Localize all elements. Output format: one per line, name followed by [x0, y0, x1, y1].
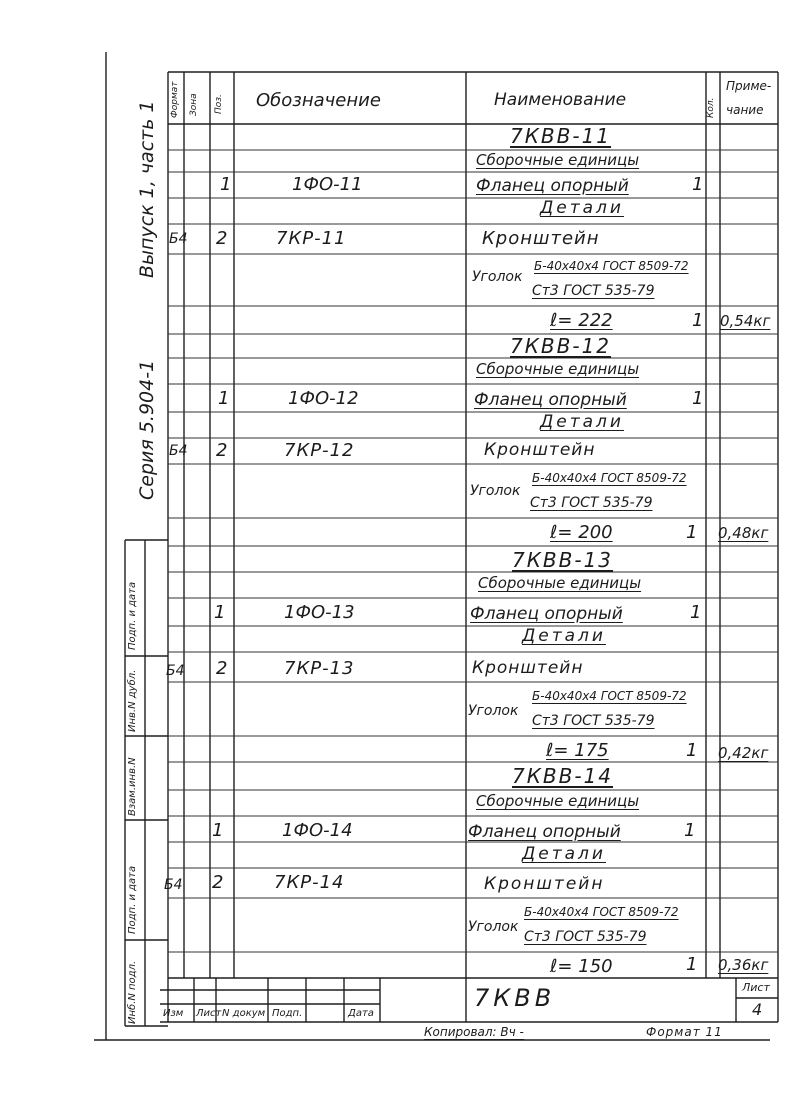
note-cell: 0,54кг — [720, 312, 771, 330]
stamp-podp-data-1: Подп. и дата — [127, 865, 138, 934]
note-cell: 0,36кг — [718, 956, 769, 974]
length-cell: ℓ= 175 — [546, 740, 609, 761]
header-primechanie-1: Приме- — [726, 79, 772, 93]
qty-cell: 1 — [692, 310, 704, 331]
item-spec: Б-40x40x4 ГОСТ 8509-72 — [532, 689, 687, 703]
designation-cell: 1ФО-14 — [282, 820, 353, 841]
item-name: Фланец опорный — [474, 390, 627, 410]
header-oboznachenie: Обозначение — [256, 90, 381, 111]
item-spec-material: Ст3 ГОСТ 535-79 — [532, 713, 655, 729]
stamp-inv-podl: Инб.N подл. — [127, 960, 138, 1024]
item-spec: Б-40x40x4 ГОСТ 8509-72 — [524, 905, 679, 919]
document-designation: 7КВВ — [474, 984, 556, 1012]
subsection-label: Сборочные единицы — [478, 574, 642, 592]
designation-cell: 7КР-14 — [274, 872, 345, 893]
item-spec-material: Ст3 ГОСТ 535-79 — [532, 283, 655, 299]
item-name: Фланец опорный — [470, 604, 623, 624]
item-spec: Б-40x40x4 ГОСТ 8509-72 — [532, 471, 687, 485]
note-cell: 0,42кг — [718, 744, 769, 762]
section-title: 7КВВ-13 — [512, 548, 614, 572]
poz-cell: 1 — [220, 174, 232, 195]
format-cell: Б4 — [169, 231, 188, 247]
header-primechanie-2: чание — [726, 103, 764, 117]
poz-cell: 2 — [212, 872, 224, 893]
length-cell: ℓ= 222 — [550, 310, 613, 331]
col-data: Дата — [348, 1008, 374, 1019]
item-name: Фланец опорный — [468, 822, 621, 842]
length-cell: ℓ= 200 — [550, 522, 613, 543]
item-name: Фланец опорный — [476, 176, 629, 196]
item-prefix: Уголок — [472, 269, 523, 285]
item-spec: Б-40x40x4 ГОСТ 8509-72 — [534, 259, 689, 273]
item-spec-material: Ст3 ГОСТ 535-79 — [530, 495, 653, 511]
poz-cell: 1 — [212, 820, 224, 841]
stamp-podp-data-2: Подп. и дата — [127, 581, 138, 650]
subsection-label: Детали — [540, 412, 624, 432]
poz-cell: 2 — [216, 228, 228, 249]
item-name: Кронштейн — [482, 228, 600, 249]
poz-cell: 1 — [214, 602, 226, 623]
designation-cell: 7КР-13 — [284, 658, 355, 679]
item-spec-material: Ст3 ГОСТ 535-79 — [524, 929, 647, 945]
col-izm: Изм — [163, 1008, 184, 1019]
col-ndokum: N докум — [222, 1008, 266, 1019]
stamp-inv-dubl: Инв.N дубл. — [127, 669, 138, 732]
subsection-label: Детали — [540, 198, 624, 218]
note-cell: 0,48кг — [718, 524, 769, 542]
header-poz: Поз. — [214, 94, 224, 114]
designation-cell: 7КР-12 — [284, 440, 355, 461]
section-title: 7КВВ-12 — [510, 334, 612, 358]
qty-cell: 1 — [686, 740, 698, 761]
item-prefix: Уголок — [468, 919, 519, 935]
item-name: Кронштейн — [472, 658, 584, 678]
poz-cell: 2 — [216, 440, 228, 461]
designation-cell: 1ФО-11 — [292, 174, 363, 195]
seriya-label: Серия 5.904-1 — [136, 359, 158, 500]
qty-cell: 1 — [692, 388, 704, 409]
poz-cell: 1 — [218, 388, 230, 409]
qty-cell: 1 — [684, 820, 696, 841]
length-cell: ℓ= 150 — [550, 956, 613, 977]
item-name: Кронштейн — [484, 440, 596, 460]
format-cell: Б4 — [169, 443, 188, 459]
poz-cell: 2 — [216, 658, 228, 679]
header-naimenovanie: Наименование — [494, 90, 627, 110]
subsection-label: Сборочные единицы — [476, 360, 640, 378]
stamp-vzam-inv: Взам.инв.N — [127, 757, 138, 816]
subsection-label: Детали — [522, 844, 606, 864]
header-kol: Кол. — [706, 97, 716, 118]
designation-cell: 1ФО-12 — [288, 388, 359, 409]
col-list: Лист — [196, 1008, 222, 1019]
vypusk-label: Выпуск 1, часть 1 — [136, 100, 158, 278]
designation-cell: 1ФО-13 — [284, 602, 355, 623]
item-prefix: Уголок — [470, 483, 521, 499]
col-podp: Подп. — [272, 1008, 303, 1019]
format-cell: Б4 — [166, 663, 185, 679]
item-prefix: Уголок — [468, 703, 519, 719]
header-format: Формат — [170, 81, 180, 118]
designation-cell: 7КР-11 — [276, 228, 347, 249]
item-name: Кронштейн — [484, 874, 605, 894]
qty-cell: 1 — [692, 174, 704, 195]
format-cell: Б4 — [164, 877, 183, 893]
footer-format: Формат 11 — [646, 1025, 723, 1039]
section-title: 7КВВ-14 — [512, 764, 614, 788]
header-zona: Зона — [189, 93, 199, 116]
qty-cell: 1 — [686, 522, 698, 543]
section-title: 7КВВ-11 — [510, 124, 612, 148]
subsection-label: Сборочные единицы — [476, 151, 640, 169]
sheet-number: 4 — [752, 1000, 763, 1019]
sheet-label: Лист — [742, 981, 770, 994]
qty-cell: 1 — [690, 602, 702, 623]
qty-cell: 1 — [686, 954, 698, 975]
subsection-label: Сборочные единицы — [476, 792, 640, 810]
subsection-label: Детали — [522, 626, 606, 646]
footer-copied: Копировал: Вч - — [424, 1025, 524, 1039]
